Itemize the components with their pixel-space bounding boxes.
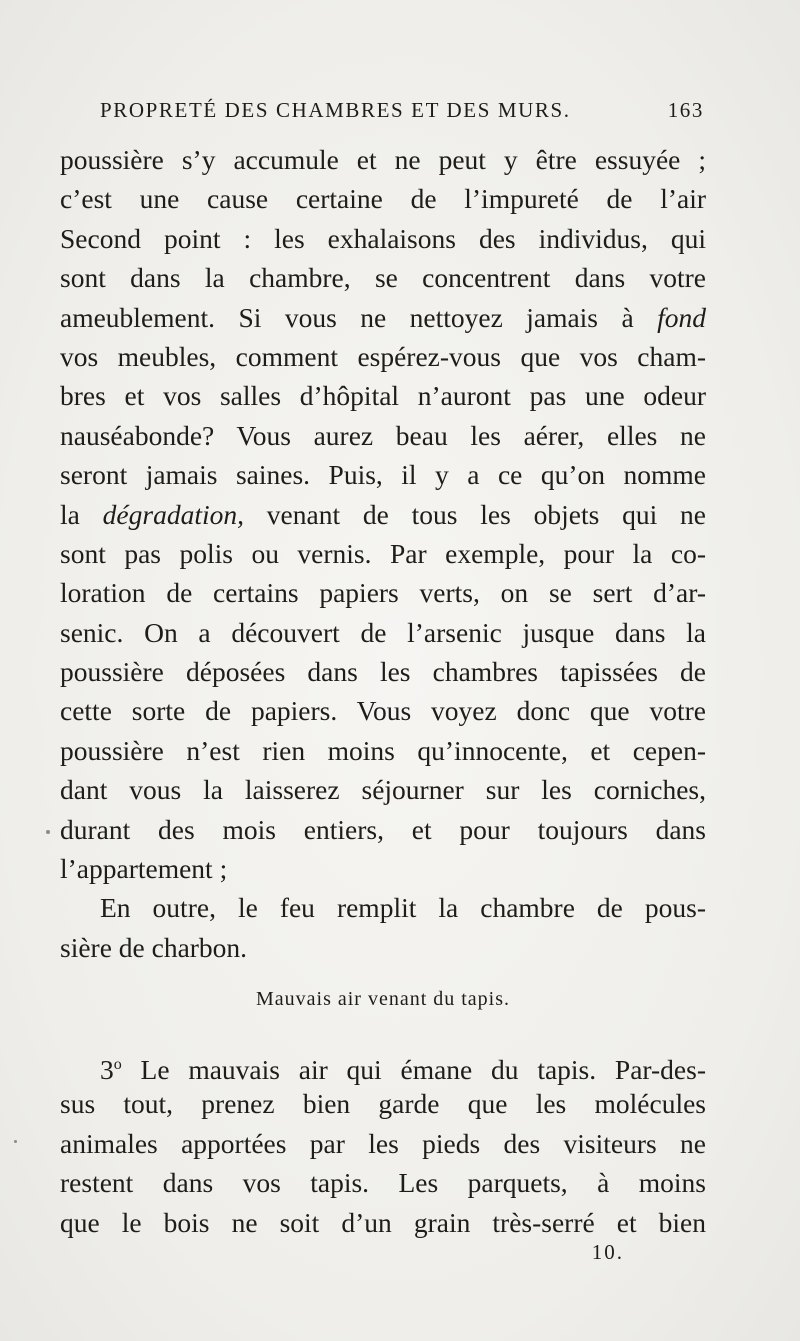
text-line: sont pas polis ou vernis. Par exemple, pour la co- (60, 537, 706, 569)
text-line: poussière n’est rien moins qu’innocente, et cepen- (60, 734, 706, 766)
text-line: dant vous la laisserez séjourner sur les corniches, (60, 774, 706, 806)
text-segment: venant de tous les objets qui ne (266, 498, 706, 530)
page-number: 163 (667, 98, 704, 122)
superscript-marker: o (113, 1056, 122, 1073)
text-line: durant des mois entiers, et pour toujours dans (60, 813, 706, 845)
text-line: poussière déposées dans les chambres tapissées de (60, 656, 706, 688)
text-line: Second point : les exhalaisons des individus, qui (60, 222, 706, 254)
text-segment: Le mauvais air qui émane du tapis. Par-des- (140, 1054, 707, 1086)
text-line: c’est une cause certaine de l’impureté de l’air (60, 183, 706, 215)
running-head-title: PROPRETÉ DES CHAMBRES ET DES MURS. (100, 98, 571, 122)
section-text (60, 1045, 706, 1242)
text-line: que le bois ne soit d’un grain très-serré et bien (60, 1206, 706, 1238)
text-line (60, 298, 706, 337)
text-line: loration de certains papiers verts, on se sert d’ar- (60, 577, 706, 609)
text-line: En outre, le feu remplit la chambre de pous- (100, 892, 706, 924)
italic-word: fond (657, 301, 706, 333)
text-line: sière de charbon. (60, 931, 248, 963)
main-text (60, 140, 706, 967)
running-head (100, 98, 710, 128)
text-line: cette sorte de papiers. Vous voyez donc que votre (60, 695, 706, 727)
text-line (60, 495, 706, 534)
ink-speck (46, 830, 50, 834)
text-line: restent dans vos tapis. Les parquets, à moins (60, 1167, 706, 1199)
text-line: bres et vos salles d’hôpital n’auront pas une odeur (60, 380, 706, 412)
text-line: sus tout, prenez bien garde que les molécules (60, 1088, 706, 1120)
text-segment: ameublement. Si vous ne nettoyez jamais à (60, 301, 634, 333)
text-line: sont dans la chambre, se concentrent dans votre (60, 262, 706, 294)
list-number: 3 (100, 1054, 114, 1086)
text-line: vos meubles, comment espérez-vous que vos cham- (60, 340, 706, 372)
signature-mark: 10. (591, 1240, 624, 1264)
text-segment: la (60, 498, 80, 530)
text-line (60, 1045, 706, 1084)
text-line: senic. On a découvert de l’arsenic jusque dans la (60, 616, 706, 648)
italic-word: dégradation, (102, 498, 244, 530)
text-line: nauséabonde? Vous aurez beau les aérer, elles ne (60, 419, 706, 451)
section-heading: Mauvais air venant du tapis. (255, 988, 511, 1010)
text-line: l’appartement ; (60, 853, 228, 885)
ink-speck (14, 1140, 17, 1143)
text-line: seront jamais saines. Puis, il y a ce qu’on nomme (60, 459, 706, 491)
text-line: animales apportées par les pieds des visiteurs ne (60, 1127, 706, 1159)
text-line: poussière s’y accumule et ne peut y être essuyée ; (60, 144, 706, 175)
